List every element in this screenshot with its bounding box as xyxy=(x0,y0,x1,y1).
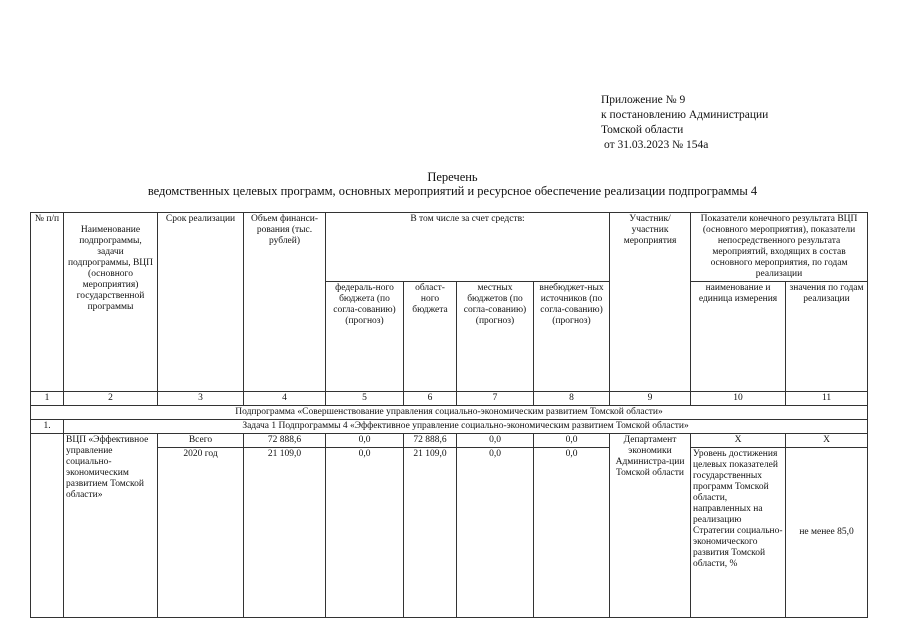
header-indicators: Показатели конечного результата ВЦП (основного мероприятия), показатели непосредственного результата мероприятий, входящих в состав основного мероприятия, по годам реализации xyxy=(691,213,868,282)
document-title: Перечень xyxy=(427,170,478,184)
appendix-date: от 31.03.2023 № 154а xyxy=(604,139,709,151)
header-num: № п/п xyxy=(31,213,64,392)
header-extra: внебюджет-ных источников (по согла-сованию) (прогноз) xyxy=(534,282,610,392)
column-number: 8 xyxy=(534,392,610,406)
task-num: 1. xyxy=(31,420,64,434)
header-ind-values: значения по годам реализации xyxy=(786,282,868,392)
appendix-line: к постановлению Администрации xyxy=(601,109,769,121)
document-subtitle: ведомственных целевых программ, основных мероприятий и ресурсное обеспечение реализации подпрограммы 4 xyxy=(147,184,758,198)
row-term: Всего xyxy=(158,434,244,448)
appendix-block xyxy=(601,93,768,153)
row-ind-name: Уровень достижения целевых показателей государственных программ Томской области, направленных на реализацию Стратегии социально-экономического развития Томской области, % xyxy=(691,448,786,618)
subprogram-row: Подпрограмма «Совершенствование управления социально-экономическим развитием Томской области» xyxy=(31,406,868,420)
row-volume: 21 109,0 xyxy=(244,448,326,618)
row-term: 2020 год xyxy=(158,448,244,618)
column-number: 11 xyxy=(786,392,868,406)
row-local: 0,0 xyxy=(457,434,534,448)
appendix-line: Приложение № 9 xyxy=(601,94,686,106)
column-number: 2 xyxy=(64,392,158,406)
column-number: 3 xyxy=(158,392,244,406)
header-participant: Участник/ участник мероприятия xyxy=(610,213,691,392)
row-federal: 0,0 xyxy=(326,434,404,448)
vcp-name: ВЦП «Эффективное управление социально-экономическим развитием Томской области» xyxy=(64,434,158,618)
row-volume: 72 888,6 xyxy=(244,434,326,448)
header-federal: федераль-ного бюджета (по согла-сованию) (прогноз) xyxy=(326,282,404,392)
program-table xyxy=(30,212,868,618)
vcp-num-cell xyxy=(31,434,64,618)
header-regional: област-ного бюджета xyxy=(404,282,457,392)
row-extra: 0,0 xyxy=(534,434,610,448)
task-row: Задача 1 Подпрограммы 4 «Эффективное управление социально-экономическим развитием Томской области» xyxy=(64,420,868,434)
column-number: 1 xyxy=(31,392,64,406)
column-number: 4 xyxy=(244,392,326,406)
column-number: 7 xyxy=(457,392,534,406)
row-ind-value: Х xyxy=(786,434,868,448)
column-number: 9 xyxy=(610,392,691,406)
header-including: В том числе за счет средств: xyxy=(326,213,610,282)
row-regional: 21 109,0 xyxy=(404,448,457,618)
header-name: Наименование подпрограммы, задачи подпрограммы, ВЦП (основного мероприятия) государственной программы xyxy=(64,213,158,392)
appendix-line: Томской области xyxy=(601,124,684,136)
column-number: 6 xyxy=(404,392,457,406)
header-ind-name: наименование и единица измерения xyxy=(691,282,786,392)
header-volume: Объем финанси-рования (тыс. рублей) xyxy=(244,213,326,392)
header-term: Срок реализации xyxy=(158,213,244,392)
row-ind-name: Х xyxy=(691,434,786,448)
row-local: 0,0 xyxy=(457,448,534,618)
column-number: 5 xyxy=(326,392,404,406)
row-regional: 72 888,6 xyxy=(404,434,457,448)
row-ind-value: не менее 85,0 xyxy=(786,448,868,618)
column-number: 10 xyxy=(691,392,786,406)
header-local: местных бюджетов (по согла-сованию) (прогноз) xyxy=(457,282,534,392)
row-extra: 0,0 xyxy=(534,448,610,618)
vcp-participant: Департамент экономики Администра-ции Томской области xyxy=(610,434,691,618)
row-federal: 0,0 xyxy=(326,448,404,618)
